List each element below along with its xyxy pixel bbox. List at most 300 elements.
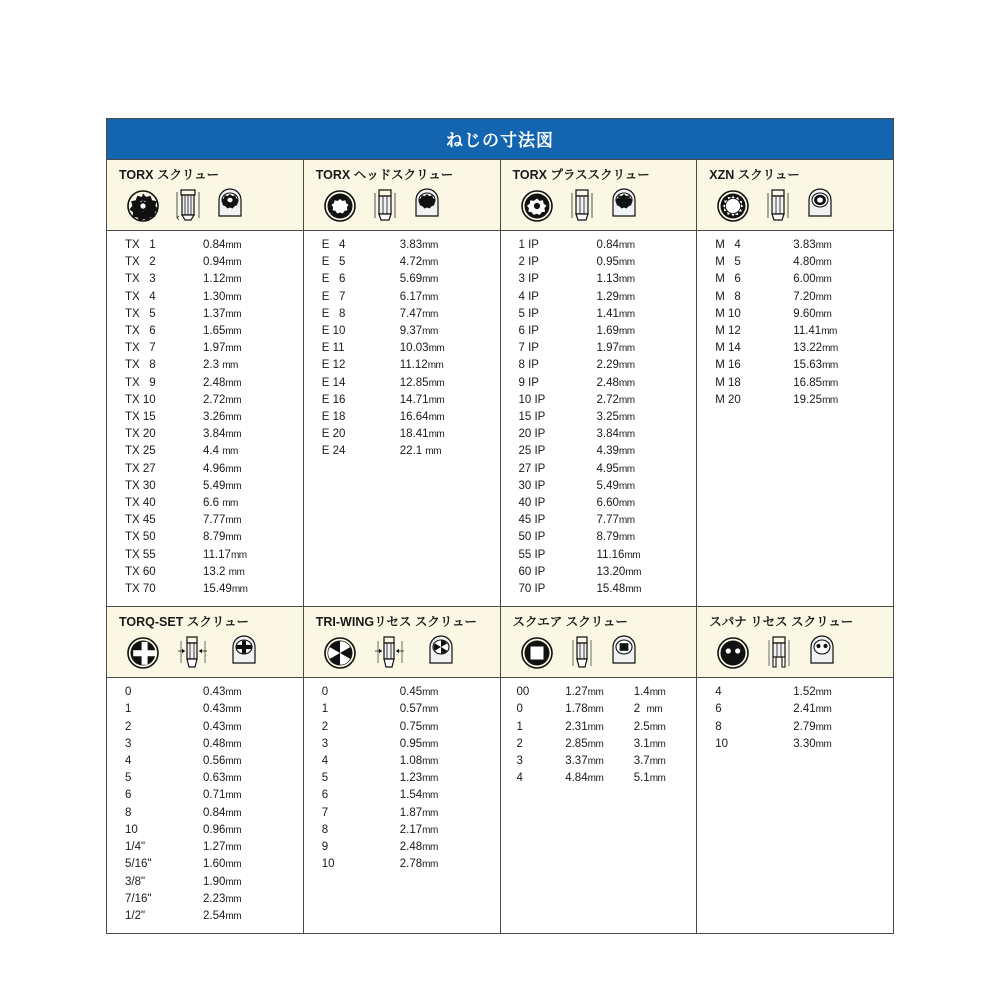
bit-head-icon bbox=[424, 631, 458, 671]
row-size: 10 bbox=[125, 823, 138, 836]
table-row bbox=[107, 306, 303, 323]
row-size: E 24 bbox=[321, 445, 346, 458]
tri-wing-icon bbox=[320, 631, 360, 671]
table-row bbox=[501, 770, 697, 787]
block-tri-wing bbox=[304, 607, 501, 933]
table-row bbox=[107, 564, 303, 581]
table-row bbox=[107, 529, 303, 546]
row-value bbox=[559, 719, 628, 736]
row-value bbox=[197, 891, 303, 908]
row-unit: mm bbox=[222, 446, 238, 458]
table-row bbox=[501, 340, 697, 357]
row-unit: mm bbox=[422, 773, 438, 785]
row-unit: mm bbox=[428, 429, 445, 441]
row-unit: mm bbox=[225, 274, 242, 286]
row-number: 0.43 bbox=[203, 703, 226, 716]
chart-row-bottom bbox=[107, 607, 893, 933]
row-value bbox=[197, 547, 303, 564]
row-number: 2.85 bbox=[565, 737, 588, 750]
block-rows bbox=[107, 678, 303, 933]
table-row bbox=[697, 736, 893, 753]
block-header bbox=[697, 160, 893, 231]
table-row bbox=[501, 254, 697, 271]
row-size: 10 bbox=[321, 858, 335, 871]
row-unit: mm bbox=[618, 343, 635, 355]
row-value bbox=[591, 443, 697, 460]
page-title: ねじの寸法図 bbox=[107, 119, 893, 160]
row-value bbox=[591, 254, 697, 271]
table-row bbox=[697, 323, 893, 340]
row-size: 40 IP bbox=[518, 497, 546, 510]
row-value-2 bbox=[628, 719, 697, 736]
row-size: 50 IP bbox=[518, 531, 546, 544]
row-value bbox=[591, 564, 697, 581]
block-rows bbox=[107, 231, 303, 606]
row-number: 1.97 bbox=[596, 342, 619, 355]
row-size: 3 IP bbox=[518, 273, 539, 286]
row-size: 4 bbox=[516, 772, 523, 785]
row-number: 3.26 bbox=[203, 411, 226, 424]
dimension-chart bbox=[106, 118, 894, 934]
row-size: E 7 bbox=[321, 290, 346, 303]
row-value bbox=[394, 770, 500, 787]
row-unit: mm bbox=[225, 824, 242, 836]
table-row bbox=[107, 237, 303, 254]
bit-side-icon bbox=[370, 184, 400, 224]
block-torq-set bbox=[107, 607, 304, 933]
table-row bbox=[304, 443, 500, 460]
row-size: E 8 bbox=[321, 307, 346, 320]
table-row bbox=[501, 684, 697, 701]
bit-head-icon bbox=[607, 184, 641, 224]
row-size: M 6 bbox=[715, 273, 741, 286]
row-number: 15.49 bbox=[203, 583, 232, 596]
table-row bbox=[697, 254, 893, 271]
row-value-2 bbox=[628, 701, 697, 718]
table-row bbox=[501, 461, 697, 478]
row-unit: mm bbox=[587, 773, 604, 785]
row-number: 3.83 bbox=[793, 239, 816, 251]
table-row bbox=[304, 323, 500, 340]
row-size: 6 bbox=[715, 703, 722, 716]
table-row bbox=[697, 701, 893, 718]
row-size: 5 bbox=[125, 772, 132, 785]
row-unit: mm bbox=[821, 326, 837, 338]
table-row bbox=[501, 323, 697, 340]
table-row bbox=[107, 271, 303, 288]
row-number-2: 1.4 bbox=[633, 686, 650, 699]
row-number: 2.23 bbox=[203, 892, 226, 905]
row-unit: mm bbox=[225, 429, 242, 441]
row-number: 0.56 bbox=[203, 755, 226, 768]
row-size: TX 25 bbox=[125, 445, 156, 458]
row-value bbox=[394, 375, 500, 392]
table-row bbox=[501, 237, 697, 254]
row-unit: mm bbox=[822, 343, 838, 355]
row-number: 1.08 bbox=[399, 755, 423, 768]
row-number: 2.29 bbox=[596, 359, 619, 372]
row-unit: mm bbox=[587, 721, 604, 733]
block-rows bbox=[501, 678, 697, 795]
row-unit: mm bbox=[422, 687, 438, 699]
row-size: 8 bbox=[321, 823, 329, 836]
row-value bbox=[591, 426, 697, 443]
row-value bbox=[559, 701, 628, 718]
row-unit: mm bbox=[618, 360, 635, 372]
table-row bbox=[501, 271, 697, 288]
icon-row bbox=[501, 633, 697, 677]
table-row bbox=[107, 787, 303, 804]
row-value bbox=[197, 443, 303, 460]
row-unit: mm bbox=[225, 326, 242, 338]
block-torx-head bbox=[304, 160, 501, 606]
row-number: 1.78 bbox=[565, 703, 588, 716]
row-value bbox=[197, 581, 303, 598]
bit-head-icon bbox=[803, 184, 837, 224]
row-value bbox=[394, 254, 500, 271]
table-row bbox=[107, 392, 303, 409]
row-size: TX 30 bbox=[125, 479, 156, 492]
row-value bbox=[394, 736, 500, 753]
row-unit: mm bbox=[230, 549, 247, 561]
row-number-2: 2.5 bbox=[633, 720, 650, 733]
table-row bbox=[107, 426, 303, 443]
row-value bbox=[559, 684, 628, 701]
row-value bbox=[394, 856, 500, 873]
row-value bbox=[394, 753, 500, 770]
row-size: 5 bbox=[321, 772, 329, 785]
row-number: 12.85 bbox=[399, 376, 429, 389]
row-size: E 10 bbox=[321, 325, 346, 338]
row-unit: mm bbox=[422, 291, 438, 303]
row-number: 18.41 bbox=[399, 428, 429, 441]
table-row bbox=[107, 443, 303, 460]
row-number: 16.64 bbox=[399, 411, 429, 424]
row-size: M 16 bbox=[715, 359, 741, 372]
row-number: 2.48 bbox=[399, 841, 423, 854]
row-value bbox=[787, 237, 893, 254]
row-unit: mm bbox=[225, 532, 242, 544]
row-number: 6.17 bbox=[399, 290, 423, 303]
row-value bbox=[197, 874, 303, 891]
row-number: 0.43 bbox=[203, 720, 226, 733]
row-number: 0.45 bbox=[399, 686, 423, 699]
row-value bbox=[591, 478, 697, 495]
row-value bbox=[197, 461, 303, 478]
table-row bbox=[304, 736, 500, 753]
row-unit: mm bbox=[822, 360, 838, 372]
row-unit: mm bbox=[422, 721, 438, 733]
row-size: TX 40 bbox=[125, 497, 156, 510]
row-size: TX 55 bbox=[125, 548, 156, 561]
table-row bbox=[107, 289, 303, 306]
row-unit: mm bbox=[587, 756, 604, 768]
row-value bbox=[394, 684, 500, 701]
table-row bbox=[107, 908, 303, 925]
row-size: E 4 bbox=[321, 239, 346, 251]
block-header bbox=[107, 160, 303, 231]
row-value-2 bbox=[628, 736, 697, 753]
row-number: 13.20 bbox=[596, 565, 626, 578]
row-size: 6 bbox=[125, 789, 132, 802]
block-rows bbox=[697, 678, 893, 761]
icon-row bbox=[107, 633, 303, 677]
row-unit: mm bbox=[225, 876, 242, 888]
row-size: M 5 bbox=[715, 256, 741, 269]
row-number: 1.27 bbox=[565, 686, 588, 699]
row-unit: mm bbox=[618, 463, 635, 475]
row-unit: mm bbox=[422, 859, 438, 871]
row-size: 1/4" bbox=[125, 841, 146, 854]
row-number: 22.1 bbox=[399, 445, 426, 458]
bit-side-icon bbox=[567, 631, 597, 671]
row-number: 6.6 bbox=[203, 497, 223, 510]
row-value bbox=[197, 736, 303, 753]
row-number: 1.41 bbox=[596, 307, 619, 320]
row-number: 1.65 bbox=[203, 325, 226, 338]
block-rows bbox=[304, 678, 500, 881]
row-unit-2: mm bbox=[649, 756, 666, 768]
row-number: 3.84 bbox=[203, 428, 226, 441]
table-row bbox=[107, 891, 303, 908]
row-size: 4 bbox=[715, 686, 722, 699]
row-number: 0.84 bbox=[203, 806, 226, 819]
row-value-2 bbox=[628, 770, 697, 787]
table-row bbox=[107, 409, 303, 426]
spanner-two-hole-icon bbox=[713, 631, 753, 671]
row-value bbox=[394, 443, 500, 460]
row-size: TX 3 bbox=[125, 273, 156, 286]
row-unit: mm bbox=[422, 807, 438, 819]
row-value bbox=[394, 271, 500, 288]
row-size: 2 IP bbox=[518, 256, 539, 269]
bit-head-icon bbox=[607, 631, 641, 671]
block-torx bbox=[107, 160, 304, 606]
table-row bbox=[304, 254, 500, 271]
row-size: TX 10 bbox=[125, 393, 156, 406]
row-size: 8 bbox=[715, 720, 722, 733]
row-size: 1/2" bbox=[125, 909, 146, 922]
row-number: 0.95 bbox=[399, 737, 423, 750]
table-row bbox=[501, 512, 697, 529]
row-value bbox=[787, 392, 893, 409]
table-row bbox=[304, 306, 500, 323]
row-unit: mm bbox=[822, 377, 838, 389]
row-size: TX 70 bbox=[125, 583, 156, 596]
block-title: TRI-WINGリセス スクリュー bbox=[315, 615, 478, 630]
row-unit: mm bbox=[587, 738, 604, 750]
table-row bbox=[501, 529, 697, 546]
row-unit: mm bbox=[222, 360, 238, 372]
row-number: 0.95 bbox=[596, 256, 619, 269]
table-row bbox=[697, 271, 893, 288]
row-size: 60 IP bbox=[518, 565, 546, 578]
block-title: XZN スクリュー bbox=[709, 168, 800, 182]
row-size: TX 20 bbox=[125, 428, 156, 441]
row-value bbox=[591, 237, 697, 254]
block-title: TORX プラススクリュー bbox=[512, 168, 650, 182]
block-rows bbox=[501, 231, 697, 606]
row-unit: mm bbox=[618, 326, 635, 338]
row-unit: mm bbox=[422, 790, 438, 802]
table-row bbox=[107, 340, 303, 357]
table-row bbox=[501, 375, 697, 392]
row-value bbox=[591, 340, 697, 357]
row-size: M 10 bbox=[715, 307, 741, 320]
bit-side-icon bbox=[763, 184, 793, 224]
row-number: 0.75 bbox=[399, 720, 423, 733]
row-size: M 4 bbox=[715, 239, 741, 251]
row-value bbox=[559, 753, 628, 770]
row-value bbox=[197, 787, 303, 804]
row-number: 3.30 bbox=[793, 737, 816, 750]
row-unit: mm bbox=[225, 240, 242, 251]
row-number: 1.60 bbox=[203, 858, 226, 871]
table-row bbox=[501, 547, 697, 564]
row-unit: mm bbox=[618, 257, 635, 269]
row-value bbox=[394, 289, 500, 306]
row-number: 2.48 bbox=[596, 376, 619, 389]
row-value bbox=[787, 340, 893, 357]
row-number: 4.39 bbox=[596, 445, 619, 458]
table-row bbox=[107, 874, 303, 891]
row-number: 2.72 bbox=[596, 393, 619, 406]
row-number: 4.72 bbox=[399, 256, 423, 269]
row-unit: mm bbox=[425, 446, 442, 458]
row-value bbox=[559, 770, 628, 787]
table-row bbox=[304, 340, 500, 357]
row-value bbox=[197, 409, 303, 426]
row-size: E 16 bbox=[321, 393, 346, 406]
row-size: E 6 bbox=[321, 273, 346, 286]
row-number: 4.96 bbox=[203, 462, 226, 475]
row-unit: mm bbox=[428, 377, 445, 389]
row-number: 5.49 bbox=[203, 479, 226, 492]
row-size: TX 2 bbox=[125, 256, 156, 269]
table-row bbox=[107, 254, 303, 271]
table-row bbox=[304, 753, 500, 770]
bit-head-icon bbox=[410, 184, 444, 224]
xzn-spline-icon bbox=[713, 184, 753, 224]
row-unit: mm bbox=[618, 515, 635, 527]
row-unit: mm bbox=[618, 394, 635, 406]
row-size: 10 IP bbox=[518, 393, 546, 406]
row-value bbox=[394, 409, 500, 426]
table-row bbox=[697, 340, 893, 357]
row-size: 3 bbox=[516, 755, 523, 768]
bit-head-icon bbox=[227, 631, 261, 671]
row-number: 0.94 bbox=[203, 256, 226, 269]
row-unit: mm bbox=[422, 756, 438, 768]
row-size: 7/16" bbox=[125, 892, 152, 905]
row-value bbox=[591, 392, 697, 409]
row-size: 45 IP bbox=[518, 514, 546, 527]
row-number: 0.84 bbox=[203, 239, 226, 251]
row-unit: mm bbox=[422, 842, 438, 854]
block-header bbox=[304, 160, 500, 231]
row-unit: mm bbox=[225, 842, 242, 854]
table-row bbox=[107, 495, 303, 512]
row-size: 5/16" bbox=[125, 858, 152, 871]
row-size: 9 bbox=[321, 841, 329, 854]
row-value bbox=[591, 461, 697, 478]
row-number: 0.84 bbox=[596, 239, 619, 251]
row-value bbox=[394, 787, 500, 804]
row-value bbox=[787, 323, 893, 340]
block-spanner bbox=[697, 607, 893, 933]
row-size: 1 bbox=[516, 720, 523, 733]
row-unit: mm bbox=[822, 394, 838, 406]
torx-plus-icon bbox=[517, 184, 557, 224]
row-value bbox=[197, 684, 303, 701]
row-size: TX 15 bbox=[125, 411, 156, 424]
row-value bbox=[591, 512, 697, 529]
table-row bbox=[304, 409, 500, 426]
row-unit: mm bbox=[228, 566, 245, 578]
row-number: 5.49 bbox=[596, 479, 619, 492]
block-square bbox=[501, 607, 698, 933]
row-value bbox=[559, 736, 628, 753]
row-value bbox=[787, 271, 893, 288]
row-unit: mm bbox=[815, 274, 832, 286]
table-row bbox=[107, 581, 303, 598]
row-size: 2 bbox=[321, 720, 329, 733]
row-number: 13.2 bbox=[203, 565, 229, 578]
table-row bbox=[501, 581, 697, 598]
row-unit: mm bbox=[422, 326, 438, 338]
table-row bbox=[304, 770, 500, 787]
row-number: 7.77 bbox=[203, 514, 226, 527]
row-unit: mm bbox=[422, 738, 438, 750]
row-unit: mm bbox=[225, 291, 242, 303]
row-value bbox=[591, 529, 697, 546]
row-size: 0 bbox=[321, 686, 329, 699]
row-size: M 14 bbox=[715, 342, 741, 355]
table-row bbox=[501, 478, 697, 495]
row-unit: mm bbox=[225, 773, 242, 785]
table-row bbox=[107, 323, 303, 340]
row-size: TX 27 bbox=[125, 462, 156, 475]
row-size: 55 IP bbox=[518, 548, 546, 561]
row-number: 14.71 bbox=[399, 393, 429, 406]
row-size: TX 45 bbox=[125, 514, 156, 527]
row-size: 8 IP bbox=[518, 359, 539, 372]
row-value bbox=[394, 306, 500, 323]
row-number: 3.84 bbox=[596, 428, 619, 441]
row-unit: mm bbox=[587, 704, 604, 716]
table-row bbox=[697, 237, 893, 254]
row-unit: mm bbox=[815, 257, 832, 269]
bit-side-icon bbox=[567, 184, 597, 224]
row-value bbox=[197, 753, 303, 770]
row-value bbox=[197, 392, 303, 409]
block-title: TORX ヘッドスクリュー bbox=[315, 168, 454, 182]
table-row bbox=[107, 357, 303, 374]
row-size: 8 bbox=[125, 806, 132, 819]
row-value bbox=[394, 237, 500, 254]
row-unit: mm bbox=[618, 377, 635, 389]
row-value bbox=[591, 375, 697, 392]
table-row bbox=[697, 306, 893, 323]
row-unit: mm bbox=[422, 240, 438, 251]
row-unit: mm bbox=[422, 274, 438, 286]
row-size: TX 8 bbox=[125, 359, 156, 372]
block-title: TORX スクリュー bbox=[119, 168, 220, 182]
row-size: 2 bbox=[125, 720, 132, 733]
table-row bbox=[107, 753, 303, 770]
table-row bbox=[697, 289, 893, 306]
row-unit: mm bbox=[225, 910, 242, 922]
